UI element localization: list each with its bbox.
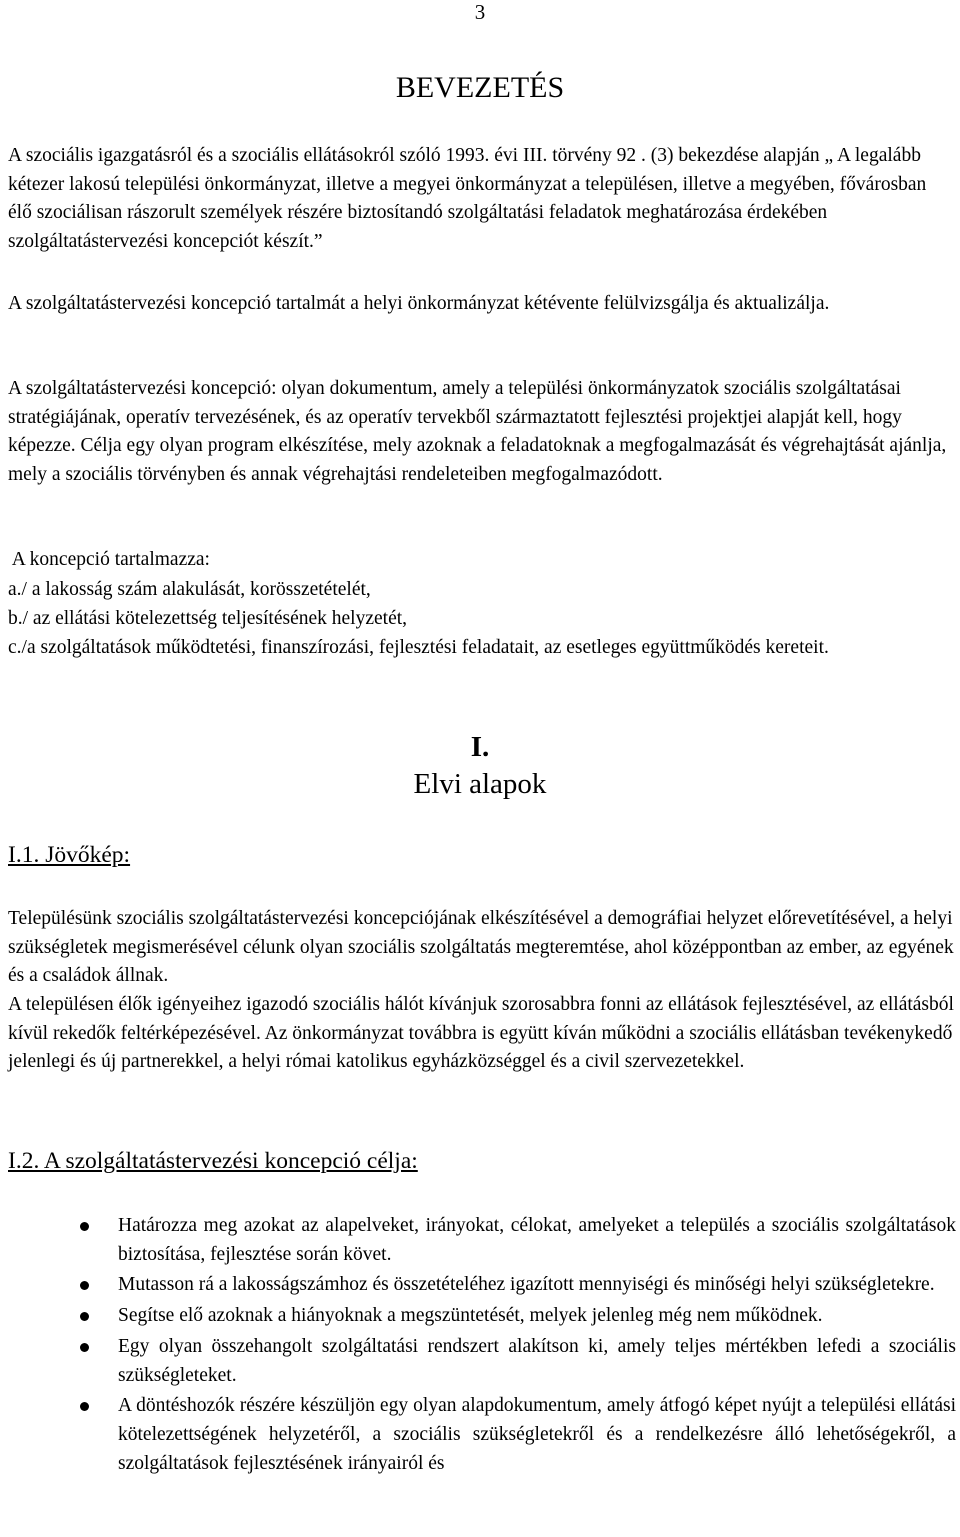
intro-paragraph-1: A szociális igazgatásról és a szociális ellátásokról szóló 1993. évi III. törvény 92 . (3) bekezdése alapján „ A legalább kétezer lakosú települési önkormányzat, illetve a megyei önkormányzat a településen, illetve a megyében, fővárosban élő szociálisan rászorult személyek részére biztosítandó szolgáltatási feladatok meghatározása érdekében szolgáltatástervezési koncepciót készít.” bbox=[8, 145, 927, 253]
contents-heading: A koncepció tartalmazza: bbox=[8, 549, 210, 570]
contents-item-a: a./ a lakosság szám alakulását, korösszetételét, bbox=[8, 579, 371, 600]
list-item bbox=[0, 1271, 956, 1300]
page-title: BEVEZETÉS bbox=[395, 71, 565, 104]
list-item-text: Egy olyan összehangolt szolgáltatási rendszert alakítson ki, amely teljes mértékben lefedi a szociális szükségleteket. bbox=[118, 1335, 956, 1386]
page-number: 3 bbox=[474, 0, 486, 24]
list-item-text: A döntéshozók részére készüljön egy olyan alapdokumentum, amely átfogó képet nyújt a települési ellátási kötelezettségének helyzetéről, a szociális szükségletekről és a rendelkezésre álló lehetőségekről, a szolgáltatások fejlesztésének irányairól és bbox=[118, 1395, 956, 1474]
contents-item-b: b./ az ellátási kötelezettség teljesítésének helyzetét, bbox=[8, 608, 408, 629]
intro-paragraph-2: A szolgáltatástervezési koncepció tartalmát a helyi önkormányzat kétévente felülvizsgálja és aktualizálja. bbox=[8, 293, 830, 314]
list-item-text: Mutasson rá a lakosságszámhoz és összetételéhez igazított mennyiségi és minőségi helyi szükségletekre. bbox=[118, 1274, 935, 1296]
bullet-icon bbox=[80, 1222, 89, 1231]
bullet-icon bbox=[80, 1281, 89, 1290]
list-item bbox=[0, 1392, 956, 1478]
list-item bbox=[0, 1212, 956, 1269]
bullet-icon bbox=[80, 1402, 89, 1411]
goals-list bbox=[0, 1212, 960, 1478]
section-1-paragraph-1: Településünk szociális szolgáltatástervezési koncepciójának elkészítésével a demográfiai helyzet előrevetítésével, a helyi szükségletek megismerésével célunk olyan szociális szolgáltatás megteremtése, ahol középpontban az ember, az egyének és a családok állnak. bbox=[8, 908, 954, 987]
list-item-text: Határozza meg azokat az alapelveket, irányokat, célokat, amelyeket a település a szociális szolgáltatások biztosítása, fejlesztése során követ. bbox=[118, 1215, 956, 1265]
intro-paragraph-3: A szolgáltatástervezési koncepció: olyan dokumentum, amely a települési önkormányzatok szociális szolgáltatásai stratégiájának, operatív tervezésének, és az operatív tervekből származtatott fejlesztési projektjei alapját kell, hogy képezze. Célja egy olyan program elkészítése, mely azoknak a feladatoknak a megfogalmazását és végrehajtását ajánlja, mely a szociális törvényben és annak végrehajtási rendeleteiben megfogalmazódott. bbox=[8, 378, 947, 486]
chapter-number: I. bbox=[470, 731, 490, 763]
chapter-title: Elvi alapok bbox=[413, 768, 547, 800]
section-1-paragraph-2: A településen élők igényeihez igazodó szociális hálót kívánjuk szorosabbra fonni az ellátások fejlesztésével, az ellátásból kívül rekedők feltérképezésével. Az önkormányzat továbbra is együtt kíván működni a szociális ellátásban tevékenykedő jelenlegi és új partnerekkel, a helyi római katolikus egyházközséggel és a civil szervezetekkel. bbox=[8, 994, 954, 1073]
section-2-heading: I.2. A szolgáltatástervezési koncepció célja: bbox=[8, 1148, 418, 1174]
section-1-heading: I.1. Jövőkép: bbox=[8, 842, 131, 868]
bullet-icon bbox=[80, 1343, 89, 1352]
list-item bbox=[0, 1302, 956, 1331]
contents-item-c: c./a szolgáltatások működtetési, finanszírozási, fejlesztési feladatait, az esetleges együttműködés kereteit. bbox=[8, 637, 829, 658]
list-item-text: Segítse elő azoknak a hiányoknak a megszüntetését, melyek jelenleg még nem működnek. bbox=[118, 1305, 823, 1327]
list-item bbox=[0, 1333, 956, 1390]
bullet-icon bbox=[80, 1312, 89, 1321]
